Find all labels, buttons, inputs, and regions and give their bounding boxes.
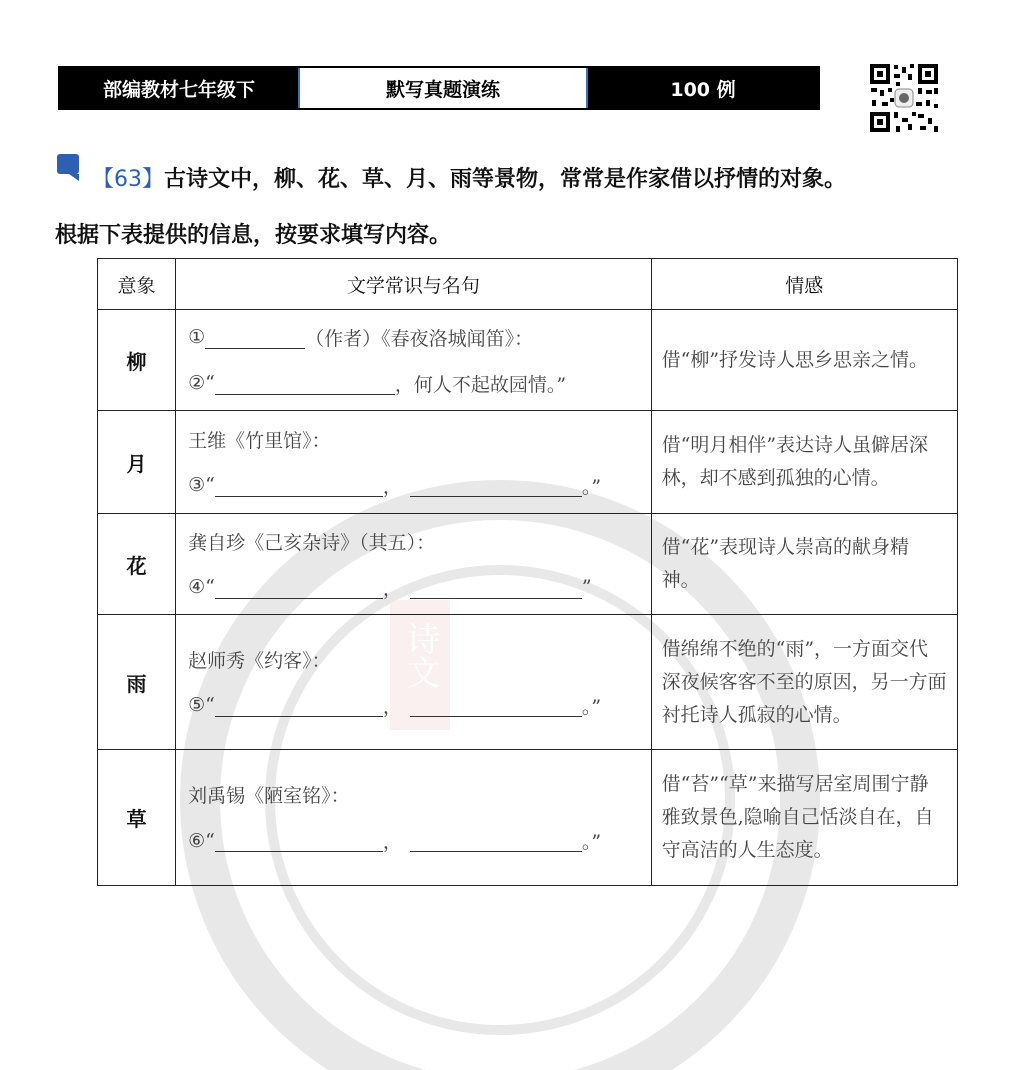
answer-blank-3a[interactable]: [215, 474, 383, 497]
answer-blank-2[interactable]: [215, 372, 395, 395]
answer-blank-4b[interactable]: [410, 576, 582, 599]
answer-blank-5a[interactable]: [215, 694, 383, 717]
question-text-line1: [92, 162, 846, 193]
imagery-cell: 草: [98, 750, 176, 886]
emotion-cell: 借“苔”“草”来描写居室周围宁静雅致景色,隐喻自己恬淡自在，自守高洁的人生态度。: [651, 750, 957, 886]
line-sep: ，: [382, 695, 402, 718]
emotion-cell: 借绵绵不绝的“雨”，一方面交代深夜候客客不至的原因，另一方面衬托诗人孤寂的心情。: [651, 615, 957, 750]
header-bar: [58, 66, 820, 110]
lit-line-1: 刘禹锡《陋室铭》：: [188, 785, 350, 807]
table-header-row: [98, 259, 958, 310]
lit-line-2: [188, 682, 651, 728]
lit-line-2: [188, 360, 651, 406]
imagery-cell: 柳: [98, 310, 176, 411]
line-prefix: ⑤“: [188, 694, 215, 716]
literature-cell: [176, 411, 652, 514]
answer-blank-4a[interactable]: [215, 576, 383, 599]
table-row-grass: [98, 750, 958, 886]
question-marker-icon: [55, 152, 85, 182]
emotion-cell: 借“花”表现诗人崇高的献身精神。: [651, 514, 957, 615]
imagery-cell: 雨: [98, 615, 176, 750]
imagery-cell: 月: [98, 411, 176, 514]
line-sep: ，: [382, 831, 402, 853]
question-number: 【63】: [92, 167, 164, 192]
literature-cell: [176, 615, 652, 750]
qr-code-icon: [868, 62, 940, 134]
line-sep: ，: [382, 577, 402, 600]
line-sep: ，: [382, 475, 402, 498]
answer-blank-5b[interactable]: [410, 694, 582, 717]
line-suffix: 。”: [581, 831, 602, 853]
literature-cell: [176, 514, 652, 615]
table-row-flower: [98, 514, 958, 615]
header-left-label: 部编教材七年级下: [60, 68, 298, 108]
header-right-label: 100 例: [588, 68, 818, 108]
line-suffix: 。”: [581, 695, 602, 718]
line-suffix: ”: [581, 576, 592, 598]
question-text-line2: 根据下表提供的信息，按要求填写内容。: [55, 223, 452, 248]
line-suffix: （作者）《春夜洛城闻笛》：: [305, 327, 534, 350]
emotion-cell: 借“柳”抒发诗人思乡思亲之情。: [651, 310, 957, 411]
watermark-char-1: 诗文: [400, 621, 440, 689]
lit-line-1: 龚自珍《己亥杂诗》（其五）：: [188, 531, 436, 554]
imagery-cell: 花: [98, 514, 176, 615]
literature-cell: [176, 310, 652, 411]
lit-line-2: [188, 462, 651, 508]
literature-cell: [176, 750, 652, 886]
header-middle-label: 默写真题演练: [298, 68, 588, 108]
line-prefix: ④“: [188, 576, 215, 598]
emotion-cell: 借“明月相伴”表达诗人虽僻居深林，却不感到孤独的心情。: [651, 411, 957, 514]
line-suffix: ，何人不起故园情。”: [394, 373, 567, 396]
line-suffix: 。”: [581, 475, 602, 498]
lit-line-2: [188, 564, 651, 610]
line-prefix: ③“: [188, 474, 215, 496]
table-row-moon: [98, 411, 958, 514]
answer-blank-3b[interactable]: [410, 474, 582, 497]
line-prefix: ①: [188, 326, 206, 348]
line-prefix: ⑥“: [188, 829, 215, 852]
lit-line-1: 王维《竹里馆》：: [188, 429, 331, 452]
lit-line-1: [188, 314, 651, 360]
answer-blank-6b[interactable]: [410, 829, 582, 852]
header-emotion: 情感: [651, 259, 957, 310]
line-prefix: ②“: [188, 372, 215, 394]
answer-blank-1[interactable]: [205, 326, 305, 349]
table-row-rain: [98, 615, 958, 750]
answer-blank-6a[interactable]: [215, 829, 383, 852]
poem-table: [97, 258, 958, 886]
header-literature: 文学常识与名句: [176, 259, 652, 310]
question-prompt: 古诗文中，柳、花、草、月、雨等景物，常常是作家借以抒情的对象。: [164, 167, 847, 192]
lit-line-1: 赵师秀《约客》：: [188, 649, 331, 672]
table-row-willow: [98, 310, 958, 411]
lit-line-2: [188, 818, 651, 864]
header-imagery: 意象: [98, 259, 176, 310]
